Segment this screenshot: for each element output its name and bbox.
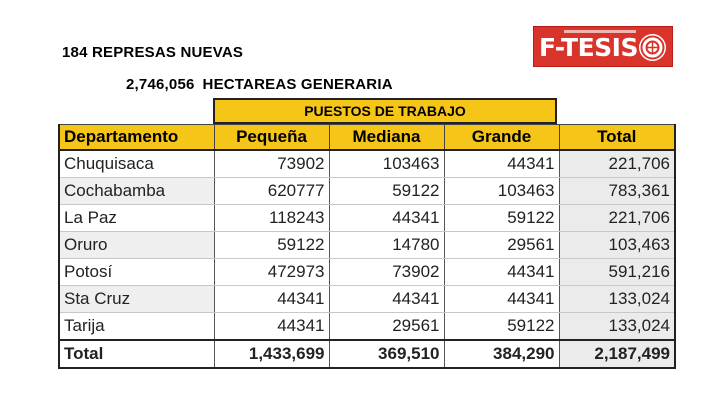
row-department: La Paz (59, 205, 214, 232)
table-header-row (59, 125, 675, 151)
row-mediana: 14780 (329, 232, 444, 259)
totals-pequena: 1,433,699 (214, 340, 329, 368)
hectareas-value: 2,746,056 (126, 76, 195, 93)
row-mediana: 59122 (329, 178, 444, 205)
table-row (59, 150, 675, 178)
row-grande: 59122 (444, 313, 559, 341)
row-department: Oruro (59, 232, 214, 259)
row-grande: 44341 (444, 286, 559, 313)
table-row (59, 178, 675, 205)
row-pequena: 472973 (214, 259, 329, 286)
row-grande: 44341 (444, 259, 559, 286)
row-pequena: 620777 (214, 178, 329, 205)
row-total: 591,216 (559, 259, 675, 286)
row-total: 221,706 (559, 150, 675, 178)
headline-hectareas (126, 76, 393, 93)
row-total: 221,706 (559, 205, 675, 232)
table-row (59, 232, 675, 259)
row-total: 133,024 (559, 313, 675, 341)
col-header-departamento: Departamento (59, 125, 214, 151)
col-header-total: Total (559, 125, 675, 151)
table-row (59, 205, 675, 232)
col-header-pequena: Pequeña (214, 125, 329, 151)
puestos-de-trabajo-header: PUESTOS DE TRABAJO (213, 98, 557, 124)
col-header-mediana: Mediana (329, 125, 444, 151)
row-department: Potosí (59, 259, 214, 286)
row-mediana: 44341 (329, 286, 444, 313)
totals-label: Total (59, 340, 214, 368)
row-pequena: 59122 (214, 232, 329, 259)
ftesis-logo (533, 26, 673, 67)
table-row (59, 313, 675, 341)
hectareas-label: HECTAREAS GENERARIA (202, 76, 393, 93)
row-department: Cochabamba (59, 178, 214, 205)
totals-total: 2,187,499 (559, 340, 675, 368)
row-grande: 44341 (444, 150, 559, 178)
row-grande: 29561 (444, 232, 559, 259)
row-mediana: 29561 (329, 313, 444, 341)
row-mediana: 73902 (329, 259, 444, 286)
row-pequena: 44341 (214, 286, 329, 313)
row-department: Sta Cruz (59, 286, 214, 313)
employment-table (58, 124, 676, 369)
table-row (59, 286, 675, 313)
totals-grande: 384,290 (444, 340, 559, 368)
row-department: Chuquisaca (59, 150, 214, 178)
row-pequena: 73902 (214, 150, 329, 178)
totals-mediana: 369,510 (329, 340, 444, 368)
table-row (59, 259, 675, 286)
col-header-grande: Grande (444, 125, 559, 151)
logo-text: F-TESIS (539, 33, 638, 62)
row-total: 133,024 (559, 286, 675, 313)
row-mediana: 44341 (329, 205, 444, 232)
headline-represas: 184 REPRESAS NUEVAS (62, 44, 244, 61)
row-grande: 59122 (444, 205, 559, 232)
row-mediana: 103463 (329, 150, 444, 178)
row-pequena: 44341 (214, 313, 329, 341)
row-total: 783,361 (559, 178, 675, 205)
row-pequena: 118243 (214, 205, 329, 232)
seal-icon (639, 34, 666, 61)
row-department: Tarija (59, 313, 214, 341)
totals-row (59, 340, 675, 368)
row-grande: 103463 (444, 178, 559, 205)
row-total: 103,463 (559, 232, 675, 259)
